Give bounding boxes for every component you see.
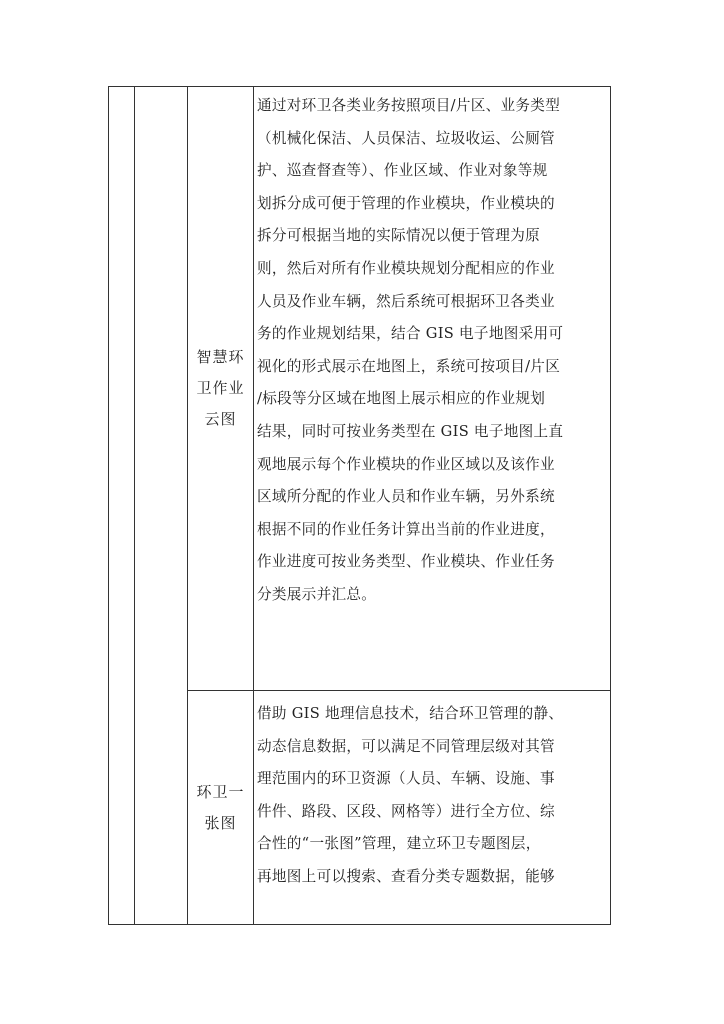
description-line: 理范围内的环卫资源（人员、车辆、设施、事 bbox=[257, 770, 555, 788]
description-line: 根据不同的作业任务计算出当前的作业进度， bbox=[257, 520, 555, 538]
description-line: 视化的形式展示在地图上，系统可按项目/片区 bbox=[257, 357, 561, 375]
description-line: 人员及作业车辆，然后系统可根据环卫各类业 bbox=[257, 292, 555, 310]
column-divider-3 bbox=[253, 86, 254, 925]
description-line: 分类展示并汇总。 bbox=[257, 585, 377, 603]
description-line: 护、巡查督查等）、作业区域、作业对象等规 bbox=[257, 162, 548, 180]
feature-name-line: 智慧环 bbox=[196, 348, 245, 366]
feature-name-1 bbox=[195, 342, 247, 435]
description-line: 再地图上可以搜索、查看分类专题数据，能够 bbox=[257, 867, 555, 885]
description-line: 动态信息数据，可以满足不同管理层级对其管 bbox=[257, 737, 555, 755]
table-border-left bbox=[108, 86, 109, 925]
description-line: 观地展示每个作业模块的作业区域以及该作业 bbox=[257, 455, 555, 473]
description-line: 通过对环卫各类业务按照项目/片区、业务类型 bbox=[257, 97, 561, 114]
description-line: 划拆分成可便于管理的作业模块，作业模块的 bbox=[257, 194, 555, 212]
feature-name-2 bbox=[195, 777, 247, 839]
feature-name-cell-1 bbox=[188, 87, 253, 690]
description-line: 区域所分配的作业人员和作业车辆，另外系统 bbox=[257, 488, 555, 506]
description-line: 拆分可根据当地的实际情况以便于管理为原 bbox=[257, 227, 540, 245]
feature-name-line: 云图 bbox=[204, 410, 237, 428]
description-line: 合性的“一张图”管理，建立环卫专题图层， bbox=[257, 835, 541, 853]
description-line: 作业进度可按业务类型、作业模块、作业任务 bbox=[257, 553, 555, 571]
description-line: 件件、路段、区段、网格等）进行全方位、综 bbox=[257, 802, 555, 820]
description-line: 借助 GIS 地理信息技术，结合环卫管理的静、 bbox=[257, 705, 564, 722]
description-line: /标段等分区域在地图上展示相应的作业规划 bbox=[257, 390, 546, 408]
description-line: 务的作业规划结果，结合 GIS 电子地图采用可 bbox=[257, 325, 564, 343]
description-line: 则，然后对所有作业模块规划分配相应的作业 bbox=[257, 259, 555, 277]
feature-name-line: 卫作业 bbox=[196, 379, 245, 397]
column-divider-1 bbox=[134, 86, 135, 925]
feature-description-2 bbox=[257, 698, 603, 894]
feature-name-line: 环卫一 bbox=[196, 783, 245, 801]
description-line: 结果，同时可按业务类型在 GIS 电子地图上直 bbox=[257, 422, 564, 440]
description-line: （机械化保洁、人员保洁、垃圾收运、公厕管 bbox=[257, 129, 555, 147]
table-border-right bbox=[610, 86, 611, 925]
feature-name-cell-2 bbox=[188, 691, 253, 925]
feature-description-1 bbox=[257, 90, 603, 612]
feature-name-line: 张图 bbox=[204, 814, 237, 832]
